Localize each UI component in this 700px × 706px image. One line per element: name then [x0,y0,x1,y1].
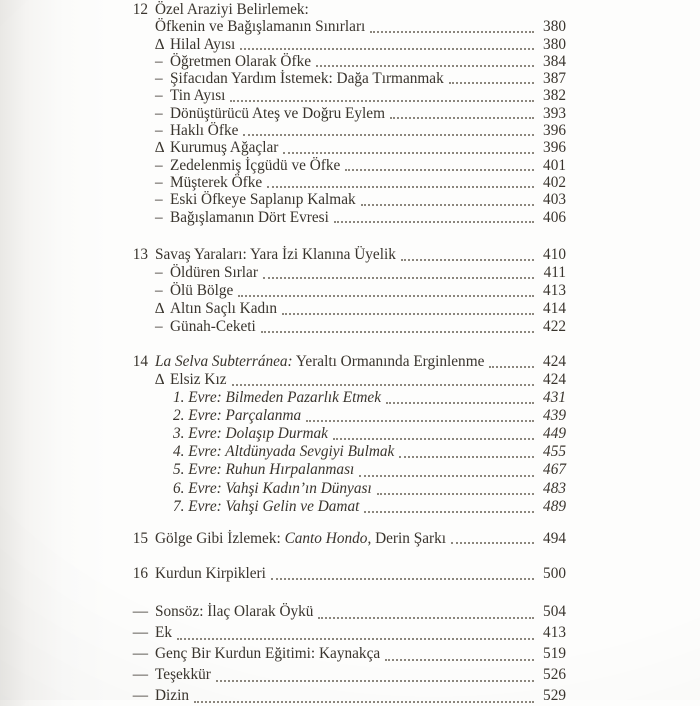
page-number: 424 [543,352,566,370]
page-number: 424 [543,370,566,388]
title-text: Hilal Ayısı [170,35,236,53]
toc-entry [124,139,566,156]
title-text: 4. Evre: Altdünyada Sevgiyi Bulmak [173,443,395,461]
entry-title [155,70,444,87]
entry-title [155,461,354,479]
title-text: Bağışlamanın Dört Evresi [170,208,329,226]
title-text: Elsiz Kız [170,370,227,388]
entry-title [155,282,233,300]
title-text: Gölge Gibi İzlemek: [155,529,285,547]
dot-leader [267,186,534,188]
toc [124,1,566,706]
page-number: 422 [543,317,566,335]
title-text: Tin Ayısı [170,87,226,105]
page-number: 413 [543,623,566,641]
entry-title [155,443,394,461]
entry-title [155,318,256,336]
toc-entry [124,664,566,685]
page-number: 402 [543,173,566,191]
page-number: 483 [543,479,566,497]
toc-section [124,1,566,226]
page-number: 380 [543,18,566,36]
page-number: 393 [543,104,566,122]
entry-title [155,157,340,174]
toc-entry [124,209,566,226]
dot-leader [194,701,534,703]
entry-title [155,425,328,443]
dot-leader [177,638,534,640]
page-number: 439 [543,407,566,425]
page-number: 494 [543,529,566,547]
entry-title [155,622,172,643]
entry-title [155,389,381,407]
dot-leader [306,420,534,422]
title-text: Kurumuş Ağaçlar [170,139,279,157]
toc-entry [124,371,566,389]
entry-title [155,601,313,622]
dot-leader [334,221,534,223]
title-text: Öldüren Sırlar [170,263,258,281]
toc-section [124,353,566,516]
title-text: La Selva Subterránea: [155,352,293,370]
dot-leader [345,169,534,171]
page-number: 401 [543,156,566,174]
dot-leader [333,438,534,440]
title-text: 6. Evre: Vahşi Kadın’ın Dünyası [173,479,372,497]
dash-marker: – [155,173,163,191]
dot-leader [385,659,534,661]
title-text: Dönüştürücü Ateş ve Doğru Eylem [170,104,385,122]
toc-entry [124,461,566,479]
page-number: 382 [543,87,566,105]
page-number: 526 [543,665,566,683]
entry-title [155,18,365,35]
dot-leader [318,617,534,619]
dot-leader [243,134,534,136]
entry-title [155,174,262,191]
backmatter-dash-marker: — [132,644,148,662]
toc-entry [124,122,566,139]
title-text: Genç Bir Kurdun Eğitimi: Kaynakça [155,644,381,662]
dash-marker: – [155,52,163,70]
toc-entry [124,318,566,336]
title-text: 2. Evre: Parçalanma [173,407,302,425]
title-text: Zedelenmiş İçgüdü ve Öfke [170,156,341,174]
toc-entry [124,87,566,104]
entry-title [155,407,301,425]
title-text: Öfkenin ve Bağışlamanın Sınırları [155,18,366,36]
backmatter-dash-marker: — [132,686,148,704]
dot-leader [401,259,534,261]
page-number: 384 [543,52,566,70]
toc-entry [124,53,566,70]
toc-entry [124,264,566,282]
dot-leader [370,31,534,33]
toc-entry [124,246,566,264]
toc-entry [124,530,566,548]
toc-entry [124,622,566,643]
dot-leader [361,204,534,206]
entry-title [155,105,385,122]
toc-entry [124,643,566,664]
page-number: 396 [543,139,566,157]
toc-entry [124,685,566,706]
title-text: , Derin Şarkı [367,529,447,547]
title-text: Canto Hondo [284,529,368,547]
dot-leader [271,578,534,580]
entry-title [155,139,278,156]
chapter-number: 13 [132,245,148,263]
title-text: Günah-Ceketi [170,317,256,335]
page-number: 504 [543,602,566,620]
toc-section [124,601,566,706]
toc-entry [124,353,566,371]
triangle-marker: ∆ [155,35,165,53]
triangle-marker: ∆ [155,299,165,317]
page-number: 529 [543,686,566,704]
dash-marker: – [155,208,163,226]
entry-title [155,1,309,18]
entry-title [155,87,225,104]
title-text: Ek [155,623,172,641]
title-text: Haklı Öfke [170,122,239,140]
chapter-number: 14 [132,352,148,370]
backmatter-dash-marker: — [132,623,148,641]
title-text: 3. Evre: Dolaşıp Durmak [173,425,328,443]
dash-marker: – [155,156,163,174]
entry-title [155,643,380,664]
title-text: 1. Evre: Bilmeden Pazarlık Etmek [173,389,381,407]
toc-entry [124,36,566,53]
dot-leader [386,402,534,404]
dot-leader [283,152,534,154]
entry-title [155,36,235,53]
dot-leader [216,680,534,682]
entry-title [155,480,372,498]
dot-leader [282,313,534,315]
dash-marker: – [155,281,163,299]
toc-entry [124,601,566,622]
page-number: 489 [543,497,566,515]
chapter-number: 16 [132,565,148,583]
page-number: 403 [543,191,566,209]
entry-title [155,246,396,264]
toc-entry [124,191,566,208]
dot-leader [399,456,534,458]
entry-title [155,122,238,139]
entry-title [155,264,258,282]
chapter-number: 15 [132,529,148,547]
page-number: 449 [543,425,566,443]
page-number: 406 [543,208,566,226]
toc-entry [124,1,566,18]
toc-entry [124,443,566,461]
dot-leader [316,65,534,67]
dot-leader [377,493,534,495]
toc-entry [124,480,566,498]
page-number: 519 [543,644,566,662]
title-text: Müşterek Öfke [170,173,263,191]
dot-leader [359,475,534,477]
dot-leader [261,331,534,333]
title-text: Sonsöz: İlaç Olarak Öykü [155,602,314,620]
title-text: Teşekkür [155,665,211,683]
title-text: 5. Evre: Ruhun Hırpalanması [173,461,355,479]
title-text: Savaş Yaraları: Yara İzi Klanına Üyelik [155,245,396,263]
toc-entry [124,300,566,318]
entry-title [155,191,356,208]
page-number: 396 [543,122,566,140]
page-number: 455 [543,443,566,461]
page-number: 410 [543,245,566,263]
dot-leader [489,366,534,368]
toc-entry [124,565,566,583]
title-text: Dizin [155,686,189,704]
dash-marker: – [155,191,163,209]
dash-marker: – [155,70,163,88]
title-text: Altın Saçlı Kadın [170,299,278,317]
toc-entry [124,389,566,407]
title-text: Ölü Bölge [170,281,234,299]
page-number: 411 [543,263,566,281]
toc-entry [124,174,566,191]
title-text: Eski Öfkeye Saplanıp Kalmak [170,191,356,209]
dot-leader [449,82,534,84]
title-text: Kurdun Kirpikleri [155,565,266,583]
entry-title [155,498,359,516]
dot-leader [451,542,534,544]
triangle-marker: ∆ [155,370,165,388]
entry-title [155,664,211,685]
dot-leader [364,511,534,513]
dash-marker: – [155,317,163,335]
page-number: 413 [543,281,566,299]
entry-title [155,209,329,226]
entry-title [155,685,189,706]
toc-entry [124,498,566,516]
toc-entry [124,70,566,87]
dot-leader [230,100,534,102]
dash-marker: – [155,263,163,281]
entry-title [155,530,446,548]
toc-section [124,530,566,548]
page-number: 500 [543,565,566,583]
toc-entry [124,425,566,443]
dot-leader [240,48,534,50]
toc-section [124,246,566,336]
toc-entry [124,18,566,35]
entry-title [155,565,266,583]
chapter-number: 12 [132,1,148,18]
entry-title [155,371,227,389]
page-number: 414 [543,299,566,317]
page-number: 380 [543,35,566,53]
page-number: 387 [543,70,566,88]
triangle-marker: ∆ [155,139,165,157]
dash-marker: – [155,122,163,140]
page-number: 431 [543,389,566,407]
title-text: 7. Evre: Vahşi Gelin ve Damat [173,497,360,515]
title-text: Şifacıdan Yardım İstemek: Dağa Tırmanmak [170,70,444,88]
dash-marker: – [155,104,163,122]
entry-title [155,53,311,70]
dot-leader [238,295,534,297]
dash-marker: – [155,87,163,105]
dot-leader [232,384,535,386]
entry-title [155,300,277,318]
toc-entry [124,157,566,174]
toc-entry [124,105,566,122]
dot-leader [390,117,534,119]
dot-leader [263,277,534,279]
page-number: 467 [543,461,566,479]
toc-entry [124,407,566,425]
title-text: Özel Araziyi Belirlemek: [155,1,309,18]
backmatter-dash-marker: — [132,665,148,683]
entry-title [155,353,484,371]
toc-entry [124,282,566,300]
backmatter-dash-marker: — [132,602,148,620]
toc-section [124,565,566,583]
title-text: Öğretmen Olarak Öfke [170,52,312,70]
title-text: Yeraltı Ormanında Erginlenme [292,352,485,370]
